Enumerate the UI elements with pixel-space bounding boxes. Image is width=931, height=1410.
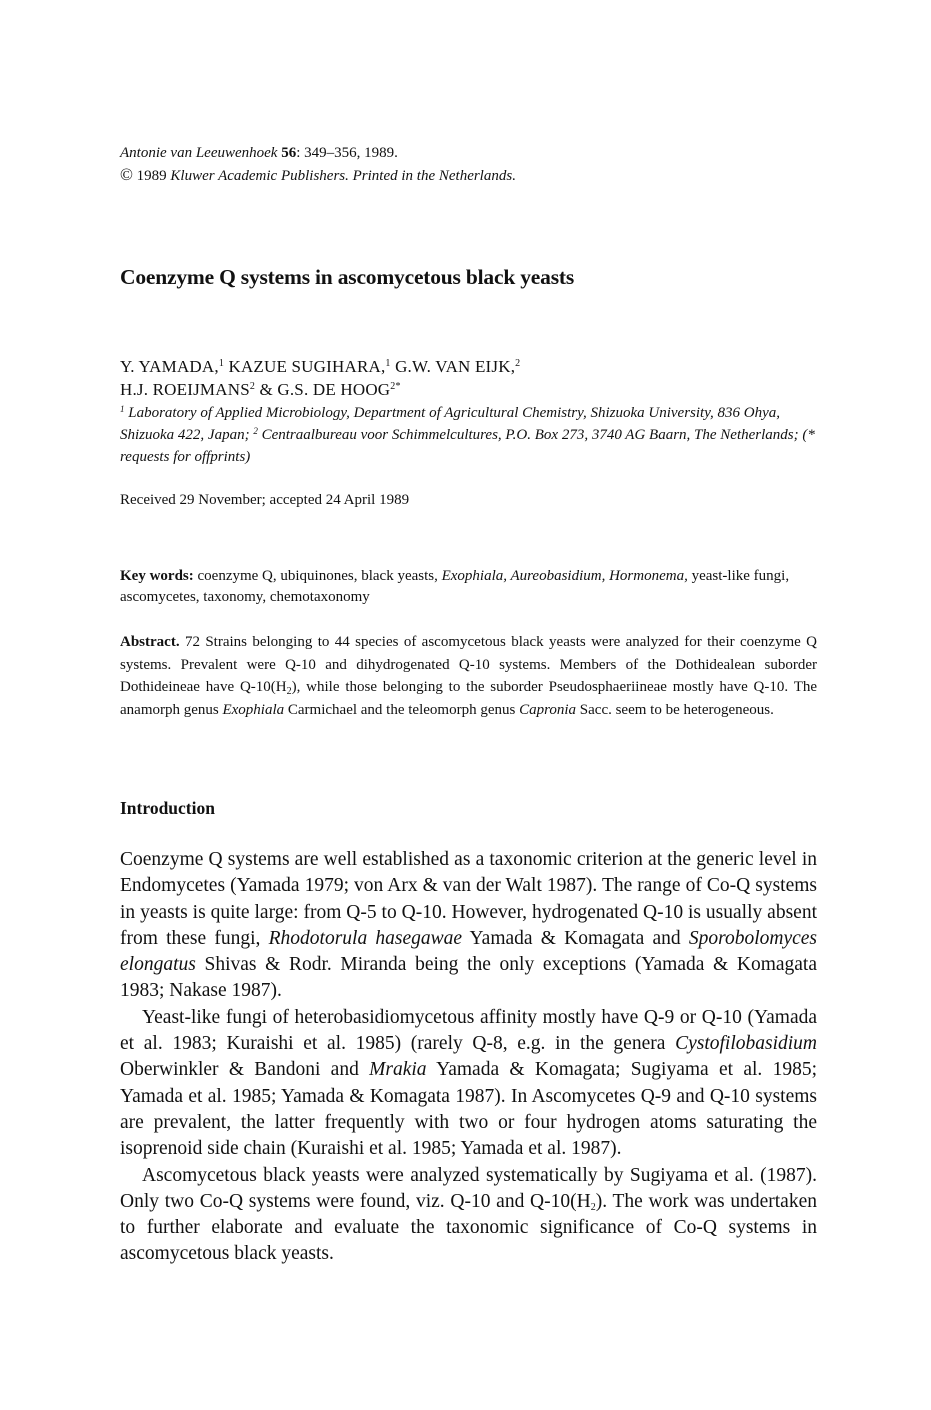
author-affil-mark: 2* bbox=[390, 381, 401, 392]
author-list bbox=[120, 355, 520, 401]
keywords-text: yeast-like fungi, ascomycetes, taxonomy, chemotaxonomy bbox=[120, 568, 790, 605]
affil-mark: 2 bbox=[253, 426, 258, 436]
journal-pages: : 349–356, 1989. bbox=[296, 145, 398, 161]
author: G.W. VAN EIJK, bbox=[390, 357, 516, 376]
abstract-text: ), while those belonging to the suborder Pseudosphaeriineae mostly have Q-10. The anamorph genus bbox=[120, 679, 818, 718]
author-affil-mark: 1 bbox=[218, 358, 225, 369]
keywords bbox=[120, 566, 817, 608]
paper-title: Coenzyme Q systems in ascomycetous black yeasts bbox=[120, 265, 574, 289]
genus-name: Cystofilobasidium bbox=[675, 1033, 817, 1055]
paragraph bbox=[120, 847, 817, 1005]
journal-name: Antonie van Leeuwenhoek bbox=[120, 145, 278, 161]
introduction-body bbox=[120, 847, 817, 1268]
author-affil-mark: 2 bbox=[249, 381, 256, 392]
body-text: ). The work was undertaken to further elaborate and evaluate the taxonomic significance of Co-Q systems in ascomycetous black yeasts. bbox=[120, 1190, 817, 1265]
genus-name: Exophiala bbox=[222, 701, 285, 718]
species-name: Sporobolomyces elongatus bbox=[120, 927, 818, 976]
abstract bbox=[120, 631, 817, 721]
species-name: Rhodotorula hasegawae bbox=[268, 927, 463, 949]
body-text: Oberwinkler & Bandoni and bbox=[120, 1059, 370, 1081]
abstract-text: Carmichael and the teleomorph genus bbox=[284, 701, 520, 718]
received-dates: Received 29 November; accepted 24 April 1989 bbox=[120, 492, 410, 508]
keywords-label: Key words: bbox=[120, 568, 194, 584]
author-line-2 bbox=[120, 378, 520, 401]
copyright-line bbox=[120, 164, 516, 187]
body-text: Ascomycetous black yeasts were analyzed systematically by Sugiyama et al. (1987). Only two Co-Q systems were found, viz. Q-10 and Q-10(H bbox=[120, 1164, 817, 1212]
paragraph bbox=[120, 1005, 817, 1163]
body-text: Yamada & Komagata; Sugiyama et al. 1985; Yamada et al. 1985; Yamada & Komagata 1987). In Ascomycetes Q-9 and Q-10 systems are prevalent, the latter frequently with two or four hydrogen atoms saturating the isoprenoid side chain (Kuraishi et al. 1985; Yamada et al. 1987). bbox=[120, 1059, 818, 1160]
keywords-genera: Exophiala, Aureobasidium, Hormonema, bbox=[441, 568, 688, 584]
body-text: Coenzyme Q systems are well established as a taxonomic criterion at the generic level in Endomycetes (Yamada 1979; von Arx & van der Walt 1987). The range of Co-Q systems in yeasts is quite large: from Q-5 to Q-10. However, hydrogenated Q-10 is usually absent from these fungi, bbox=[120, 849, 817, 949]
affiliation-1: Laboratory of Applied Microbiology, Department of Agricultural Chemistry, Shizuoka University, 836 Ohya, Shizuoka 422, Japan; bbox=[120, 405, 781, 443]
affil-mark: 1 bbox=[120, 404, 125, 414]
author-line-1 bbox=[120, 355, 520, 378]
author-affil-mark: 1 bbox=[385, 358, 391, 369]
body-text: Yamada & Komagata and bbox=[462, 927, 689, 949]
copyright-year: 1989 bbox=[132, 168, 171, 184]
genus-name: Capronia bbox=[519, 701, 577, 718]
affiliations bbox=[120, 402, 817, 468]
keywords-text: coenzyme Q, ubiquinones, black yeasts, bbox=[193, 568, 442, 584]
author: Y. YAMADA, bbox=[120, 357, 219, 376]
subscript: 2 bbox=[286, 686, 292, 697]
journal-citation bbox=[120, 143, 516, 187]
abstract-label: Abstract. bbox=[120, 634, 180, 650]
abstract-text: 72 Strains belonging to 44 species of ascomycetous black yeasts were analyzed for their coenzyme Q systems. Prevalent were Q-10 and dihydrogenated Q-10 systems. Members of the Dothidealean suborder Dothideineae have Q-10(H bbox=[120, 634, 817, 695]
copyright-icon: © bbox=[120, 165, 133, 184]
subscript: 2 bbox=[590, 1201, 596, 1213]
genus-name: Mrakia bbox=[369, 1059, 427, 1081]
body-text: Shivas & Rodr. Miranda being the only exceptions (Yamada & Komagata 1983; Nakase 1987). bbox=[120, 954, 817, 1002]
journal-volume: 56 bbox=[281, 145, 297, 161]
author: KAZUE SUGIHARA, bbox=[224, 357, 386, 376]
author: H.J. ROEIJMANS bbox=[120, 380, 250, 399]
author: & G.S. DE HOOG bbox=[255, 380, 391, 399]
section-heading-introduction: Introduction bbox=[120, 798, 215, 818]
journal-line bbox=[120, 143, 516, 164]
affiliation-2: Centraalbureau voor Schimmelcultures, P.O. Box 273, 3740 AG Baarn, The Netherlands; (* requests for offprints) bbox=[120, 427, 815, 465]
body-text: Yeast-like fungi of heterobasidiomycetous affinity mostly have Q-9 or Q-10 (Yamada et al. 1983; Kuraishi et al. 1985) (rarely Q-8, e.g. in the genera bbox=[120, 1006, 817, 1055]
paragraph bbox=[120, 1163, 817, 1268]
abstract-text: Sacc. seem to be heterogeneous. bbox=[576, 701, 774, 718]
publisher: Kluwer Academic Publishers. Printed in the Netherlands. bbox=[170, 168, 516, 184]
author-affil-mark: 2 bbox=[515, 358, 521, 369]
